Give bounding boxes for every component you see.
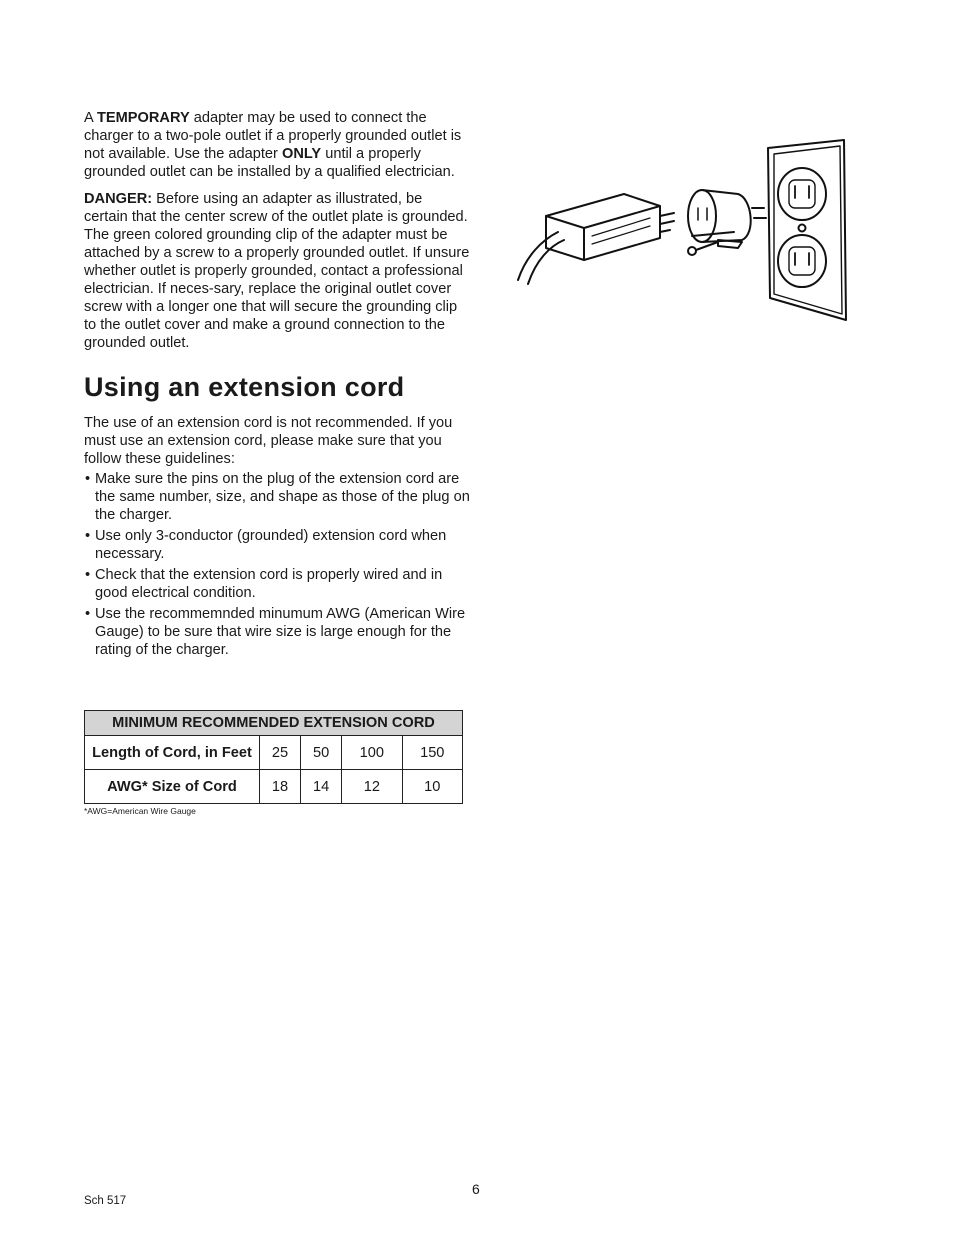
list-item: • Check that the extension cord is properly wired and in good electrical condition.	[84, 566, 470, 602]
page-number: 6	[472, 1181, 480, 1197]
table-cell: 10	[402, 770, 462, 804]
section-intro: The use of an extension cord is not recommended. If you must use an extension cord, please make sure that you follow these guidelines:	[84, 415, 453, 467]
list-item: • Make sure the pins on the plug of the extension cord are the same number, size, and shape as those of the plug on the charger.	[84, 470, 470, 524]
table-row	[85, 736, 463, 770]
danger-paragraph: DANGER: Before using an adapter as illustrated, be certain that the center screw of the outlet plate is grounded. The green colored grounding clip of the adapter must be attached by a screw to a properly grounded outlet. If unsure whether outlet is properly grounded, contact a professional electrician. If neces-sary, replace the original outlet cover screw with a longer one that will secure the grounding clip to the outlet cover and make a ground connection to the grounded outlet.	[84, 191, 470, 351]
main-column	[84, 109, 470, 662]
table-cell: 14	[301, 770, 342, 804]
adapter-outlet-illustration	[512, 128, 852, 328]
guidelines-list	[84, 470, 470, 659]
extension-cord-table	[84, 710, 463, 804]
adapter-paragraph: A TEMPORARY adapter may be used to connect the charger to a two-pole outlet if a properly grounded outlet is not available. Use the adapter ONLY until a properly grounded outlet can be installed by a qualified electrician.	[84, 110, 462, 180]
list-item: • Use only 3-conductor (grounded) extension cord when necessary.	[84, 527, 470, 563]
row-label: Length of Cord, in Feet	[85, 736, 260, 770]
danger-label: DANGER:	[84, 191, 153, 207]
table-row	[85, 770, 463, 804]
table-title: MINIMUM RECOMMENDED EXTENSION CORD	[85, 711, 463, 736]
table-cell: 18	[260, 770, 301, 804]
table-cell: 100	[342, 736, 402, 770]
table-cell: 25	[260, 736, 301, 770]
row-label: AWG* Size of Cord	[85, 770, 260, 804]
table-cell: 50	[301, 736, 342, 770]
section-heading: Using an extension cord	[84, 372, 405, 402]
table-cell: 150	[402, 736, 462, 770]
list-item: • Use the recommemnded minumum AWG (American Wire Gauge) to be sure that wire size is large enough for the rating of the charger.	[84, 605, 470, 659]
document-code: Sch 517	[84, 1195, 127, 1207]
table-footnote: *AWG=American Wire Gauge	[84, 806, 196, 816]
table-cell: 12	[342, 770, 402, 804]
